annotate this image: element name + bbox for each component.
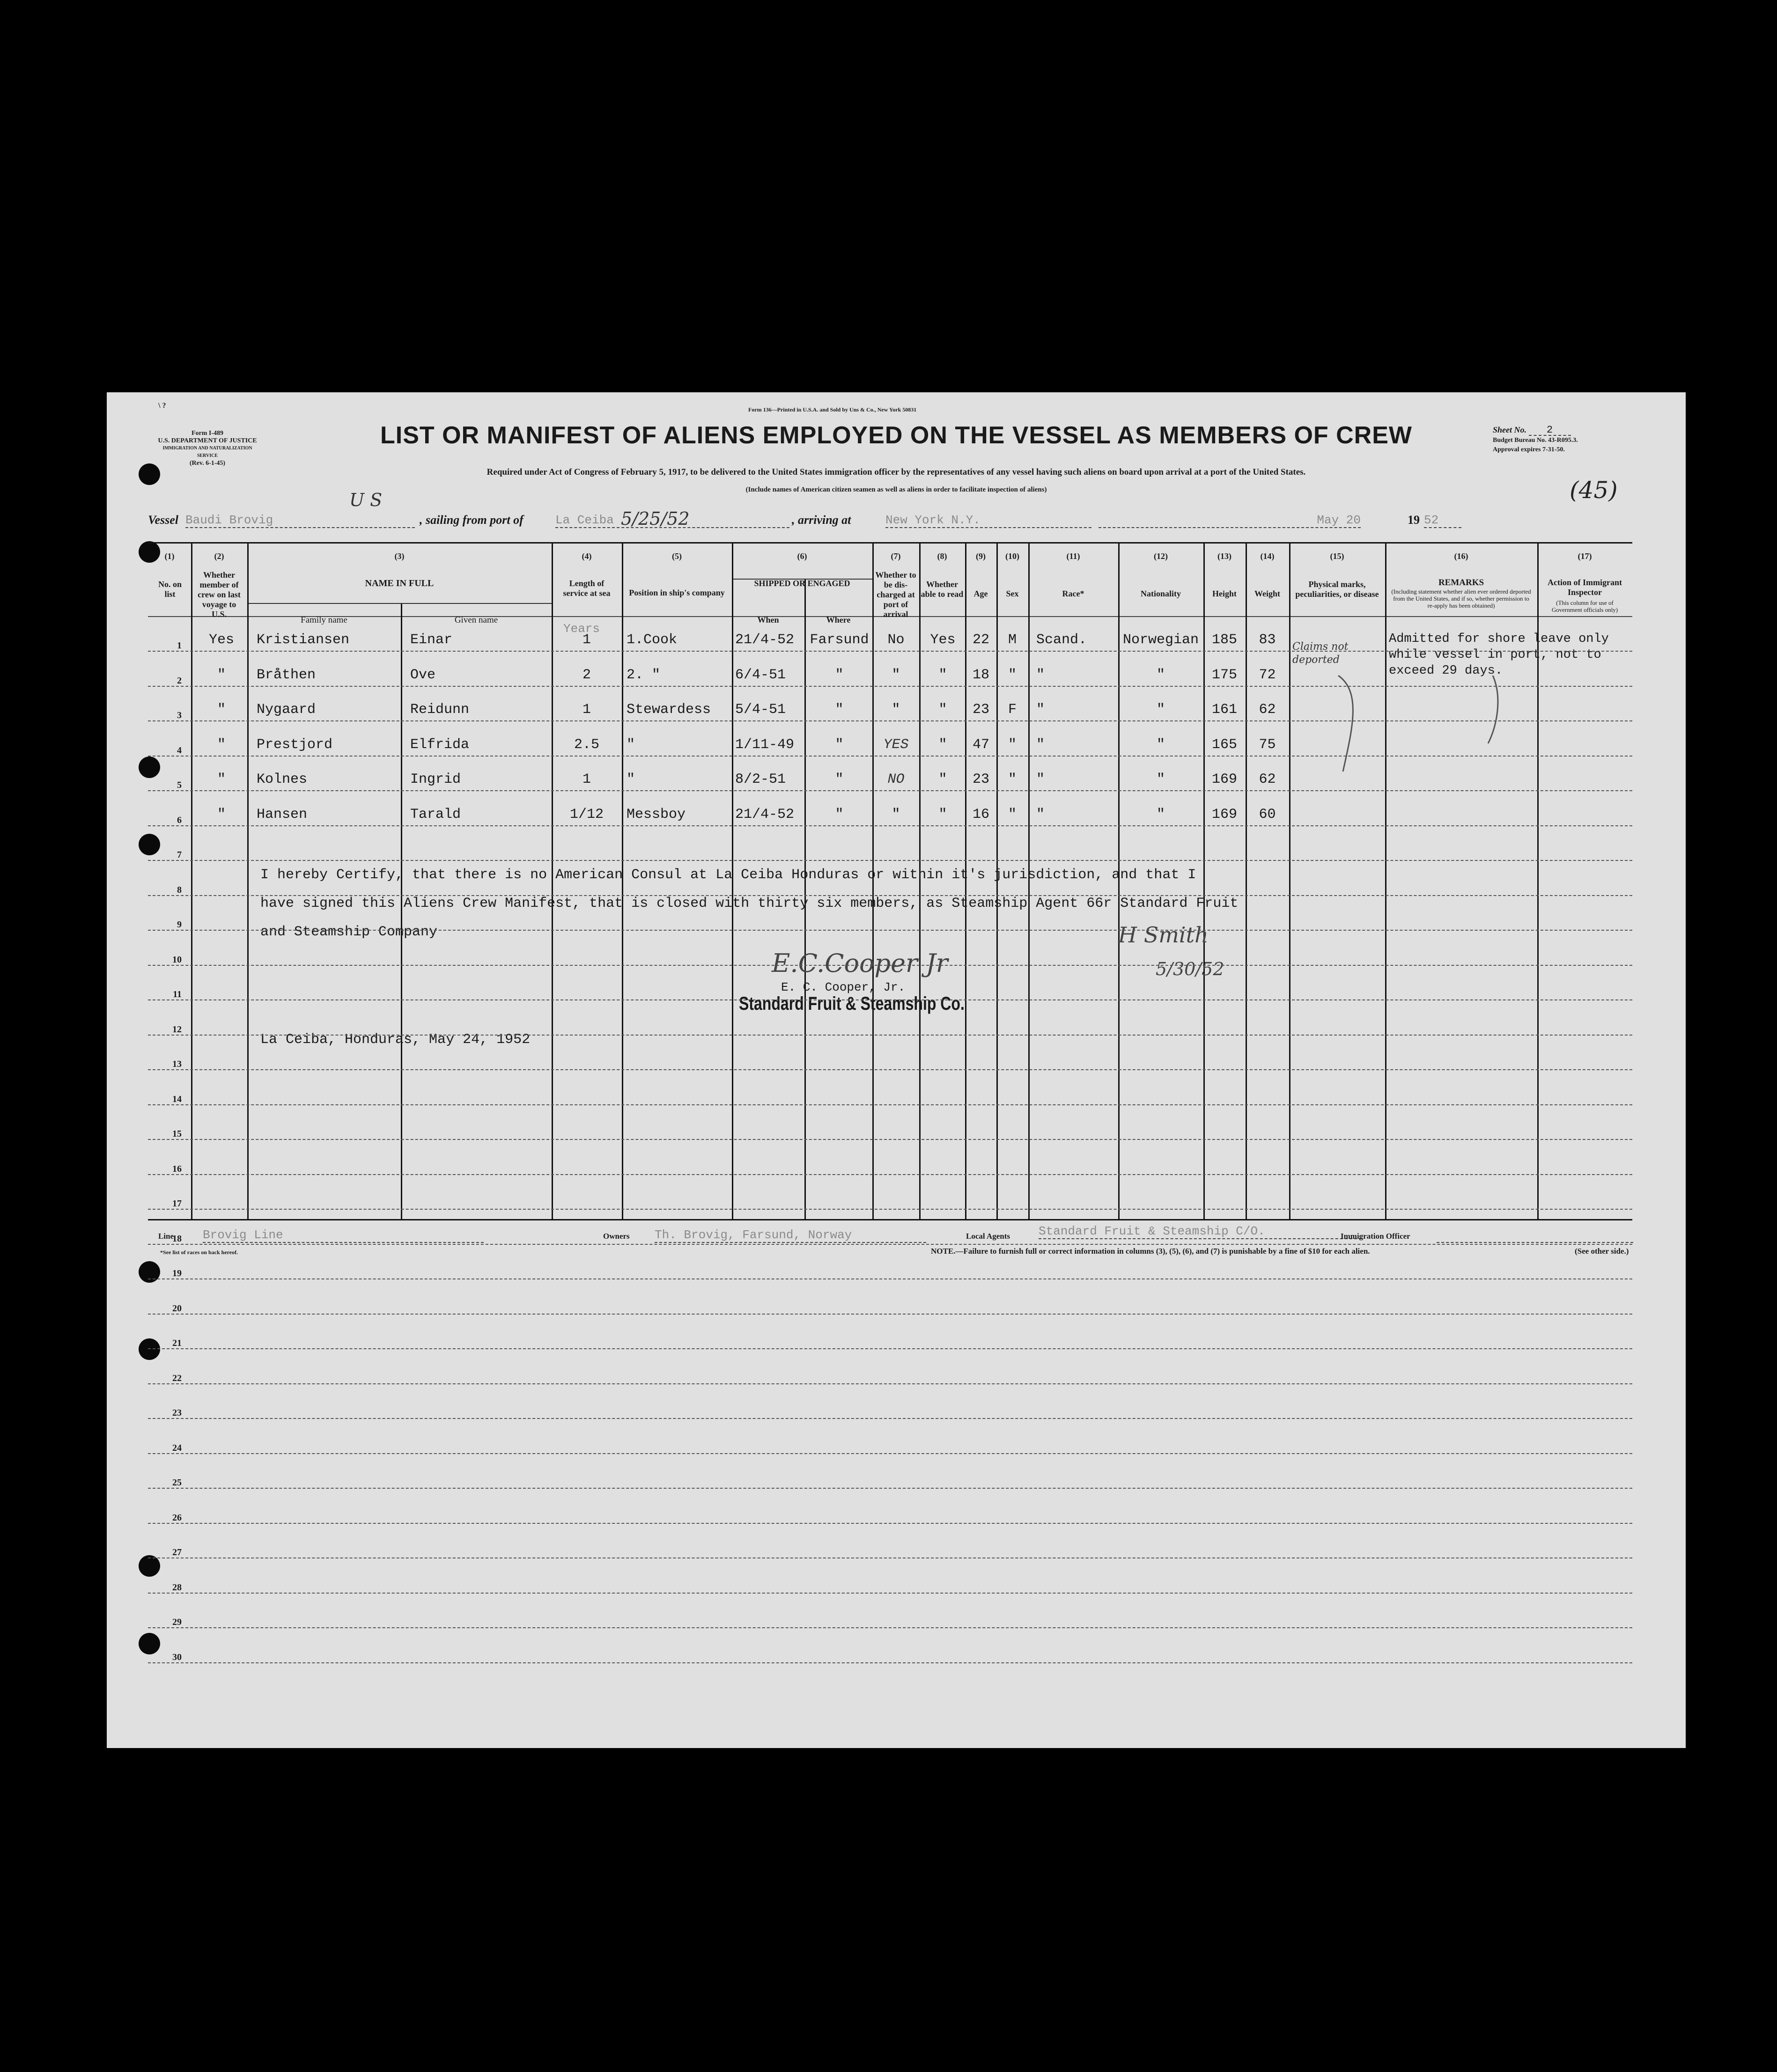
cell-disch: YES: [883, 737, 909, 753]
col-header-where: Where: [826, 615, 851, 625]
cell-last: Yes: [208, 632, 234, 648]
row-number: 14: [172, 1094, 182, 1104]
form-print-line: Form 136—Printed in U.S.A. and Sold by Uns & Co., New York 50831: [748, 406, 917, 413]
officer-field: [1437, 1242, 1633, 1243]
cell-family: Hansen: [257, 807, 308, 823]
cell-age: 23: [972, 771, 989, 787]
row-rule: [148, 1453, 1632, 1454]
col-header-age: Age: [973, 589, 988, 598]
vessel-handwritten: U S: [349, 490, 383, 510]
agents-label: Local Agents: [966, 1232, 1010, 1241]
row-number: 10: [172, 955, 182, 965]
row-rule: [148, 1662, 1632, 1663]
cell-length: 2: [582, 667, 591, 683]
col-number: (4): [582, 551, 592, 561]
cell-when: 21/4-52: [735, 632, 795, 648]
table-top-border: [148, 542, 1632, 544]
cell-last: ": [217, 807, 226, 823]
see-other-side: (See other side.): [1575, 1247, 1629, 1256]
cell-length: 1: [582, 632, 591, 648]
row-number: 3: [177, 710, 182, 720]
cell-where: Farsund: [810, 632, 869, 648]
cell-given: Ove: [410, 667, 436, 683]
cell-disch: ": [892, 702, 900, 718]
col-number: (15): [1330, 551, 1344, 561]
row-number: 12: [172, 1024, 182, 1035]
cell-age: 22: [972, 632, 989, 648]
penalty-note: NOTE.—Failure to furnish full or correct information in columns (3), (5), (6), and (7) is punishable by a fine of $10 for each alien.: [931, 1247, 1370, 1256]
cell-where: ": [835, 771, 844, 787]
inspector-date: 5/30/52: [1156, 959, 1224, 979]
years-unit: Years: [563, 622, 600, 636]
cell-age: 16: [972, 807, 989, 823]
cell-height: 185: [1211, 632, 1237, 648]
cell-height: 175: [1211, 667, 1237, 683]
row-rule: [148, 651, 1632, 652]
cell-family: Kristiansen: [257, 632, 350, 648]
col-header-height: Height: [1212, 589, 1237, 598]
remarks-block: [1389, 631, 1609, 679]
col-header-nationality: Nationality: [1140, 589, 1181, 598]
col-number: (9): [976, 551, 986, 561]
row-number: 15: [172, 1129, 182, 1139]
remarks-line: exceed 29 days.: [1389, 664, 1503, 678]
row-rule: [148, 1069, 1632, 1070]
cell-sex: ": [1008, 737, 1017, 753]
col-header-race: Race*: [1062, 589, 1084, 598]
row-rule: [148, 1174, 1632, 1175]
row-rule: [148, 1593, 1632, 1594]
col-number: (7): [891, 551, 901, 561]
row-number: 5: [177, 780, 182, 790]
row-number: 7: [177, 850, 182, 860]
cell-race: ": [1036, 807, 1045, 823]
port-handwritten-date: 5/25/52: [621, 508, 690, 529]
table-bottom-border: [148, 1219, 1632, 1220]
form-id: Form I-489: [191, 430, 224, 437]
cell-given: Reidunn: [410, 702, 470, 718]
cell-race: ": [1036, 667, 1045, 683]
cell-weight: 72: [1259, 667, 1276, 683]
cell-weight: 75: [1259, 737, 1276, 753]
row-rule: [148, 1314, 1632, 1315]
cell-sex: M: [1008, 632, 1017, 648]
certification-line: and Steamship Company: [260, 924, 438, 940]
row-number: 13: [172, 1059, 182, 1069]
row-number: 26: [172, 1513, 182, 1523]
certification-place-date: La Ceiba, Honduras, May 24, 1952: [260, 1032, 531, 1048]
cell-disch: NO: [887, 771, 905, 787]
col-header-shipped: SHIPPED OR ENGAGED: [754, 579, 850, 588]
col-header-read: Whether able to read: [921, 580, 964, 599]
cell-family: Kolnes: [257, 771, 308, 787]
cell-last: ": [217, 737, 226, 753]
col-divider: [1385, 542, 1386, 1219]
col-number: (10): [1005, 551, 1019, 561]
cell-height: 165: [1211, 737, 1237, 753]
cell-family: Nygaard: [257, 702, 316, 718]
row-number: 11: [173, 989, 182, 999]
port-name: La Ceiba: [555, 513, 789, 528]
row-number: 20: [172, 1303, 182, 1314]
col-divider: [247, 542, 249, 1219]
approval-expiry: Approval expires 7-31-50.: [1493, 446, 1565, 453]
remarks-line: while vessel in port, not to: [1389, 648, 1601, 662]
row-number: 23: [172, 1408, 182, 1418]
row-rule: [148, 1104, 1632, 1105]
cell-read: ": [938, 702, 947, 718]
cell-sex: ": [1008, 667, 1017, 683]
row-rule: [148, 756, 1632, 757]
col-header-last-voyage: Whether member of crew on last voyage to U.S.: [198, 570, 241, 619]
cell-race: ": [1036, 702, 1045, 718]
cell-position: ": [627, 737, 635, 753]
cell-length: 2.5: [574, 737, 599, 753]
col-divider: [1289, 542, 1290, 1219]
cell-position: ": [627, 771, 635, 787]
cell-given: Ingrid: [410, 771, 461, 787]
col-header-position: Position in ship's company: [629, 588, 725, 597]
remarks-line: Admitted for shore leave only: [1389, 632, 1609, 646]
row-rule: [148, 1278, 1632, 1279]
corner-marks: \ ?: [158, 402, 166, 410]
row-rule: [148, 999, 1632, 1000]
cell-nat: ": [1156, 771, 1165, 787]
col-number: (13): [1217, 551, 1231, 561]
row-rule: [148, 895, 1632, 896]
col-header-no: No. on list: [158, 580, 182, 599]
row-rule: [148, 1383, 1632, 1384]
vessel-name: Baudi Brovig: [185, 513, 415, 528]
col-number: (1): [164, 551, 175, 561]
company-stamp: Standard Fruit & Steamship Co.: [739, 993, 965, 1014]
line-label: Line: [158, 1232, 174, 1241]
row-rule: [148, 790, 1632, 791]
cell-read: ": [938, 771, 947, 787]
certification-line: I hereby Certify, that there is no American Consul at La Ceiba Honduras or within it's jurisdiction, and that I: [260, 867, 1196, 883]
col-header-remarks-note: (Including statement whether alien ever ordered deported from the United States, and if so, whether permission to re-apply has been obtained): [1391, 588, 1531, 609]
col-header-discharged: Whether to be dis-charged at port of arrival: [875, 570, 916, 619]
col-header-when: When: [757, 615, 779, 625]
row-number: 8: [177, 885, 182, 895]
cell-when: 1/11-49: [735, 737, 795, 753]
cell-race: Scand.: [1036, 632, 1087, 648]
punch-hole: [139, 1633, 160, 1654]
ditto-bracket-handwritten: [1324, 673, 1371, 776]
col-header-action-note: (This column for use of Government officials only): [1551, 599, 1618, 613]
agency-line: (Rev. 6-1-45): [189, 460, 226, 467]
row-rule: [148, 1209, 1632, 1210]
cell-position: Stewardess: [627, 702, 711, 718]
col-header-physical: Physical marks, peculiarities, or disease: [1295, 580, 1379, 599]
row-number: 22: [172, 1373, 182, 1383]
cell-given: Einar: [410, 632, 453, 648]
agent-signature: E.C.Cooper Jr: [772, 948, 948, 978]
cell-length: 1/12: [569, 807, 604, 823]
row-number: 21: [172, 1338, 182, 1348]
col-header-name: NAME IN FULL: [365, 578, 434, 588]
row-rule: [148, 1627, 1632, 1628]
row-number: 1: [177, 640, 182, 651]
col-number: (6): [797, 551, 807, 561]
cell-height: 161: [1211, 702, 1237, 718]
row-number: 27: [172, 1547, 182, 1558]
agency-line: U.S. DEPARTMENT OF JUSTICE: [158, 437, 257, 444]
subtitle-note: (Include names of American citizen seamen as well as aliens in order to facilitate inspection of aliens): [745, 486, 1047, 493]
cell-nat: ": [1156, 702, 1165, 718]
cell-sex: F: [1008, 702, 1017, 718]
cell-family: Bråthen: [257, 667, 316, 683]
agents-value: Standard Fruit & Steamship C/O.: [1039, 1224, 1362, 1239]
col-number: (11): [1066, 551, 1080, 561]
row-number: 9: [177, 919, 182, 930]
races-note: *See list of races on back hereof.: [160, 1249, 238, 1256]
cell-race: ": [1036, 771, 1045, 787]
row-number: 30: [172, 1652, 182, 1662]
col-number: (12): [1154, 551, 1168, 561]
col-number: (17): [1578, 551, 1592, 561]
row-number: 18: [172, 1234, 182, 1244]
cell-where: ": [835, 737, 844, 753]
cell-length: 1: [582, 771, 591, 787]
owners-label: Owners: [603, 1232, 630, 1241]
row-rule: [148, 1523, 1632, 1524]
row-rule: [148, 1139, 1632, 1140]
row-rule: [148, 1035, 1632, 1036]
cell-weight: 62: [1259, 771, 1276, 787]
cell-weight: 60: [1259, 807, 1276, 823]
row-rule: [148, 720, 1632, 721]
cell-last: ": [217, 667, 226, 683]
col-header-family: Family name: [301, 615, 347, 625]
cell-disch: ": [892, 667, 900, 683]
cell-when: 5/4-51: [735, 702, 786, 718]
officer-label: Immigration Officer: [1341, 1232, 1410, 1241]
cell-sex: ": [1008, 771, 1017, 787]
subtitle: Required under Act of Congress of February 5, 1917, to be delivered to the United States immigration officer by the representatives of any vessel having such aliens on board upon arrival at a port of the United States.: [487, 467, 1306, 477]
col-number: (8): [937, 551, 947, 561]
row-number: 29: [172, 1617, 182, 1627]
cell-weight: 62: [1259, 702, 1276, 718]
sheet-number: 2: [1529, 426, 1571, 436]
name-subheader-line: [247, 603, 552, 604]
row-rule: [148, 965, 1632, 966]
row-number: 16: [172, 1164, 182, 1174]
manifest-form: [107, 392, 1686, 1748]
row-number: 19: [172, 1268, 182, 1278]
cell-last: ": [217, 771, 226, 787]
cell-length: 1: [582, 702, 591, 718]
year-prefix: 19: [1408, 513, 1420, 527]
col-number: (3): [394, 551, 405, 561]
row-rule: [148, 686, 1632, 687]
sheet-label: Sheet No.: [1493, 425, 1526, 434]
page-number-handwritten: (45): [1570, 477, 1618, 504]
row-number: 4: [177, 745, 182, 756]
cell-position: 2. ": [627, 667, 661, 683]
arrival-date: May 20: [1099, 513, 1361, 528]
cell-read: Yes: [930, 632, 956, 648]
col-divider: [191, 542, 192, 1219]
budget-number: Budget Bureau No. 43-R095.3.: [1493, 437, 1578, 444]
col-header-sex: Sex: [1006, 589, 1019, 598]
cell-nat: Norwegian: [1122, 632, 1199, 648]
remarks-bracket-handwritten: [1483, 673, 1512, 748]
cell-where: ": [835, 667, 844, 683]
agency-line: IMMIGRATION AND NATURALIZATION SERVICE: [162, 446, 252, 458]
cell-nat: ": [1156, 667, 1165, 683]
col-header-remarks: REMARKS: [1438, 578, 1484, 588]
row-rule: [148, 860, 1632, 861]
col-number: (2): [214, 551, 224, 561]
row-rule: [148, 930, 1632, 931]
arriving-label: , arriving at: [792, 513, 851, 527]
col-header-given: Given name: [454, 615, 498, 625]
cell-where: ": [835, 807, 844, 823]
col-header-length: Length of service at sea: [563, 579, 611, 598]
cell-height: 169: [1211, 807, 1237, 823]
footer-line: [158, 1224, 1633, 1246]
cell-age: 47: [972, 737, 989, 753]
punch-hole: [139, 757, 160, 778]
line-value: Brovig Line: [203, 1228, 484, 1243]
cell-weight: 83: [1259, 632, 1276, 648]
year-value: 52: [1424, 513, 1461, 528]
cell-disch: No: [887, 632, 905, 648]
physical-marks-handwritten: Claims not deported: [1292, 641, 1349, 666]
col-number: (14): [1260, 551, 1275, 561]
row-number: 2: [177, 676, 182, 686]
vessel-label: Vessel: [148, 513, 178, 527]
row-rule: [148, 1488, 1632, 1489]
cell-read: ": [938, 667, 947, 683]
cell-where: ": [835, 702, 844, 718]
row-number: 17: [172, 1198, 182, 1209]
cell-last: ": [217, 702, 226, 718]
cell-height: 169: [1211, 771, 1237, 787]
cell-position: Messboy: [627, 807, 686, 823]
cell-nat: ": [1156, 737, 1165, 753]
cell-when: 21/4-52: [735, 807, 795, 823]
col-number: (16): [1454, 551, 1468, 561]
certification-line: have signed this Aliens Crew Manifest, that is closed with thirty six members, as Steamship Agent 66r Standard Fruit: [260, 896, 1239, 911]
row-number: 6: [177, 815, 182, 825]
cell-family: Prestjord: [257, 737, 333, 753]
page-title: LIST OR MANIFEST OF ALIENS EMPLOYED ON THE VESSEL AS MEMBERS OF CREW: [380, 422, 1412, 449]
cell-sex: ": [1008, 807, 1017, 823]
cell-age: 18: [972, 667, 989, 683]
signer-name: E. C. Cooper, Jr.: [781, 980, 906, 994]
row-rule: [148, 1244, 1632, 1245]
row-rule: [148, 1348, 1632, 1349]
cell-when: 6/4-51: [735, 667, 786, 683]
row-number: 24: [172, 1443, 182, 1453]
owners-value: Th. Brovig, Farsund, Norway: [655, 1228, 926, 1243]
cell-position: 1.Cook: [627, 632, 678, 648]
cell-disch: ": [892, 807, 900, 823]
row-number: 25: [172, 1477, 182, 1488]
col-divider: [401, 604, 402, 1219]
col-number: (5): [672, 551, 682, 561]
cell-given: Tarald: [410, 807, 461, 823]
row-rule: [148, 825, 1632, 826]
cell-read: ": [938, 807, 947, 823]
sailing-label: , sailing from port of: [420, 513, 524, 527]
sheet-block: [1493, 425, 1578, 455]
arriving-port: New York N.Y.: [885, 513, 1091, 528]
col-header-action: Action of Immigrant Inspector: [1548, 578, 1622, 597]
cell-race: ": [1036, 737, 1045, 753]
cell-age: 23: [972, 702, 989, 718]
row-rule: [148, 1418, 1632, 1419]
cell-given: Elfrida: [410, 737, 470, 753]
row-number: 28: [172, 1582, 182, 1593]
cell-read: ": [938, 737, 947, 753]
col-header-weight: Weight: [1254, 589, 1280, 598]
cell-nat: ": [1156, 807, 1165, 823]
cell-when: 8/2-51: [735, 771, 786, 787]
inspector-initials: H Smith: [1118, 922, 1209, 948]
